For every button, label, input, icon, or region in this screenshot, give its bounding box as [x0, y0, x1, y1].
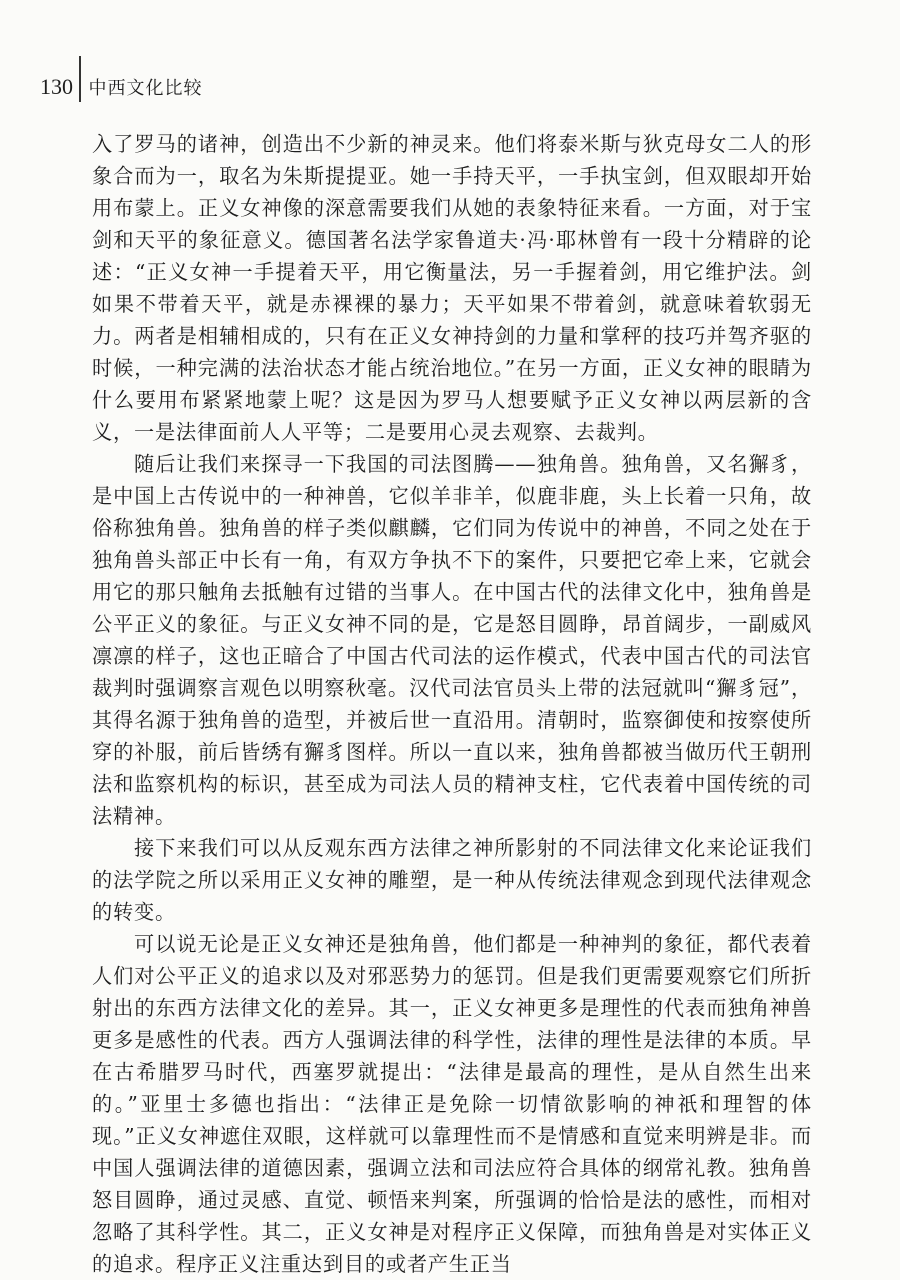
header-divider — [79, 56, 81, 102]
paragraph: 接下来我们可以从反观东西方法律之神所影射的不同法律文化来论证我们的法学院之所以采用正义女神的雕塑，是一种从传统法律观念到现代法律观念的转变。 — [92, 836, 812, 924]
running-header — [40, 70, 203, 104]
paragraph: 入了罗马的诸神，创造出不少新的神灵来。他们将泰米斯与狄克母女二人的形象合而为一，取名为朱斯提提亚。她一手持天平，一手执宝剑，但双眼却开始用布蒙上。正义女神像的深意需要我们从她的表象特征来看。一方面，对于宝剑和天平的象征意义。德国著名法学家鲁道夫·冯·耶林曾有一段十分精辟的论述：“正义女神一手提着天平，用它衡量法，另一手握着剑，用它维护法。剑如果不带着天平，就是赤裸裸的暴力；天平如果不带着剑，就意味着软弱无力。两者是相辅相成的，只有在正义女神持剑的力量和掌秤的技巧并驾齐驱的时候，一种完满的法治状态才能占统治地位。”在另一方面，正义女神的眼睛为什么要用布紧紧地蒙上呢？这是因为罗马人想要赋予正义女神以两层新的含义，一是法律面前人人平等；二是要用心灵去观察、去裁判。 — [92, 132, 812, 444]
book-title: 中西文化比较 — [88, 78, 203, 99]
page-number: 130 — [40, 74, 73, 99]
body-text — [92, 128, 812, 1280]
paragraph: 可以说无论是正义女神还是独角兽，他们都是一种神判的象征，都代表着人们对公平正义的追求以及对邪恶势力的惩罚。但是我们更需要观察它们所折射出的东西方法律文化的差异。其一，正义女神更多是理性的代表而独角神兽更多是感性的代表。西方人强调法律的科学性，法律的理性是法律的本质。早在古希腊罗马时代，西塞罗就提出：“法律是最高的理性，是从自然生出来的。”亚里士多德也指出：“法律正是免除一切情欲影响的神祇和理智的体现。”正义女神遮住双眼，这样就可以靠理性而不是情感和直觉来明辨是非。而中国人强调法律的道德因素，强调立法和司法应符合具体的纲常礼教。独角兽怒目圆睁，通过灵感、直觉、顿悟来判案，所强调的恰恰是法的感性，而相对忽略了其科学性。其二，正义女神是对程序正义保障，而独角兽是对实体正义的追求。程序正义注重达到目的或者产生正当 — [92, 932, 812, 1276]
paragraph: 随后让我们来探寻一下我国的司法图腾——独角兽。独角兽，又名獬豸，是中国上古传说中的一种神兽，它似羊非羊，似鹿非鹿，头上长着一只角，故俗称独角兽。独角兽的样子类似麒麟，它们同为传说中的神兽，不同之处在于独角兽头部正中长有一角，有双方争执不下的案件，只要把它牵上来，它就会用它的那只触角去抵触有过错的当事人。在中国古代的法律文化中，独角兽是公平正义的象征。与正义女神不同的是，它是怒目圆睁，昂首阔步，一副威风凛凛的样子，这也正暗合了中国古代司法的运作模式，代表中国古代的司法官裁判时强调察言观色以明察秋毫。汉代司法官员头上带的法冠就叫“獬豸冠”，其得名源于独角兽的造型，并被后世一直沿用。清朝时，监察御使和按察使所穿的补服，前后皆绣有獬豸图样。所以一直以来，独角兽都被当做历代王朝刑法和监察机构的标识，甚至成为司法人员的精神支柱，它代表着中国传统的司法精神。 — [92, 452, 812, 828]
